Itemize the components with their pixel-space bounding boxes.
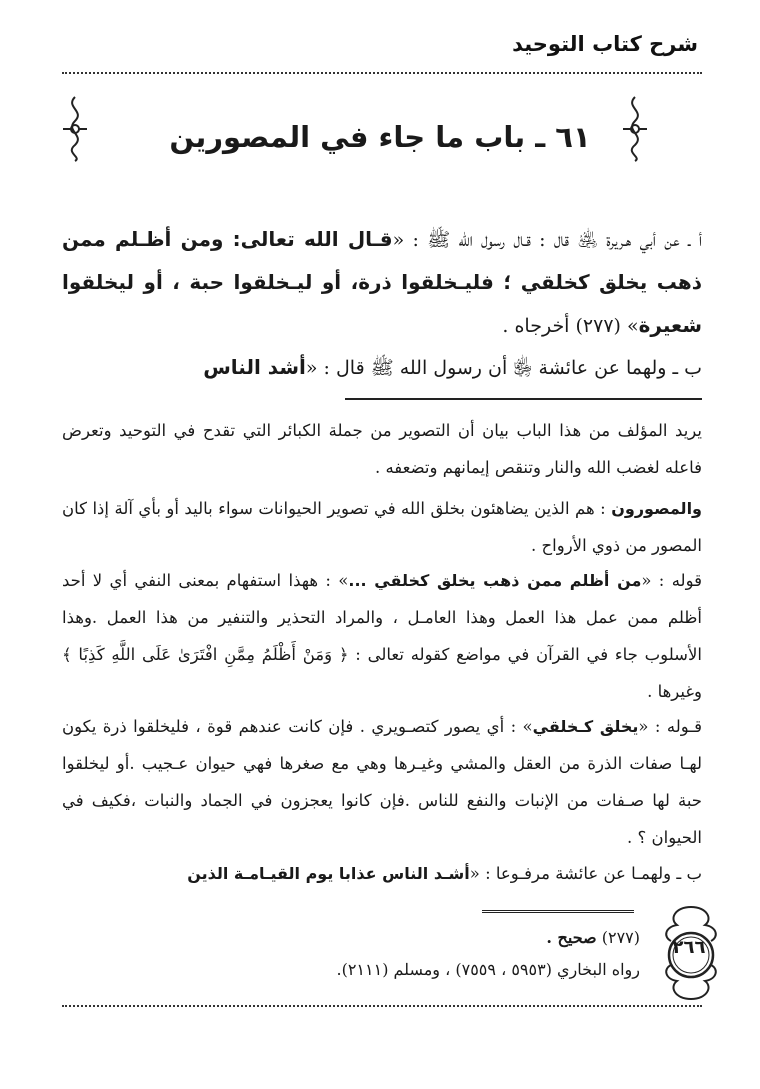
page-number: ٢٦٦ <box>672 937 706 958</box>
commentary-p2-term: والمصورون <box>611 499 702 518</box>
hadith-a-ref: » (٢٧٧) أخرجاه . <box>502 315 639 337</box>
commentary-p3-text: » : ههذا استفهام بمعنى النفي أي لا أحد أظلم ممن عمل هذا العمل وهذا العامـل ، والمراد التحذير والتنفير من هذا العمل .وهذا الأسلوب جاء في القرآن في مواضع كقوله تعالى : ﴿ وَمَنْ أَظْلَمُ مِمَّنِ افْتَرَىٰ عَلَى اللَّهِ كَذِبًا ﴾ وغيرها . <box>62 571 702 701</box>
commentary-p4 <box>62 708 702 856</box>
hadith-b-quote: أشد الناس <box>203 355 306 379</box>
chapter-title: ٦١ ـ باب ما جاء في المصورين <box>169 120 591 154</box>
commentary-p2-text: : هم الذين يضاهئون بخلق الله في تصوير الحيوانات سواء باليد أو بأي آلة إذا كان المصور من ذوي الأرواح . <box>62 499 702 555</box>
hadith-a-intro: أ ـ عن أبي هـريرة ﵁ قال : قـال رسول الله ﷺ : « <box>392 229 702 251</box>
footer-rule <box>62 1005 702 1007</box>
header-rule <box>62 72 702 74</box>
commentary-p5-pre: ب ـ ولهمـا عن عائشة مرفـوعا : « <box>469 864 702 883</box>
footnote-rule <box>482 910 634 913</box>
footnote-num: (٢٧٧) <box>601 928 640 947</box>
commentary-p3-pre: قوله : « <box>641 571 702 590</box>
hadith-a-quote: قـال الله تعالى: ومن أظـلم ممن ذهب يخلق كخلقي ؛ فليـخلقوا ذرة، أو ليـخلقوا حبة ، أو ليخلقوا شعيرة <box>62 227 702 337</box>
footnote-line1 <box>150 922 640 954</box>
commentary-p4-quote: يخلق كـخلقي <box>532 717 639 736</box>
commentary-p5-quote: أشـد الناس عذابا يوم القيـامـة الذين <box>187 864 470 883</box>
section-divider <box>345 398 702 400</box>
commentary-p4-text: » : أي يصور كتصـويري . فإن كانت عندهم قوة ، فليخلقوا ذرة يكون لهـا صفات الذرة من العقل والمشي وغيـرها وهي مع صغرها فهي حيوان عـجيب .أو ليخلقوا حبة لها صـفات من الإنبات والنفع للناس .فإن كانوا يعجزون في الجماد والنبات ،فكيف في الحيوان ؟ . <box>62 717 702 847</box>
commentary-p1: يريد المؤلف من هذا الباب بيان أن التصوير من جملة الكبائر التي تقدح في التوحيد وتعرض فاعله لغضب الله والنار وتنقص إيمانهم وتضعفه . <box>62 421 702 477</box>
footnote-source: رواه البخاري (٥٩٥٣ ، ٧٥٥٩) ، ومسلم (٢١١١). <box>336 960 640 979</box>
hadith-a <box>62 218 702 347</box>
commentary-p2 <box>62 490 702 564</box>
hadith-b-intro: ب ـ ولهما عن عائشة ﵂ أن رسول الله ﷺ قال : « <box>305 357 702 379</box>
footnote-grade: صحيح . <box>546 928 597 947</box>
running-head: شرح كتاب التوحيد <box>512 32 698 56</box>
commentary-p3 <box>62 562 702 710</box>
left-ornament-icon <box>60 95 90 163</box>
commentary-p5 <box>62 855 702 892</box>
commentary-p4-pre: قـوله : « <box>638 717 703 736</box>
right-ornament-icon <box>620 95 650 163</box>
hadith-b <box>62 346 702 389</box>
commentary-p3-quote: من أظلم ممن ذهب يخلق كخلقي ... <box>348 571 642 590</box>
